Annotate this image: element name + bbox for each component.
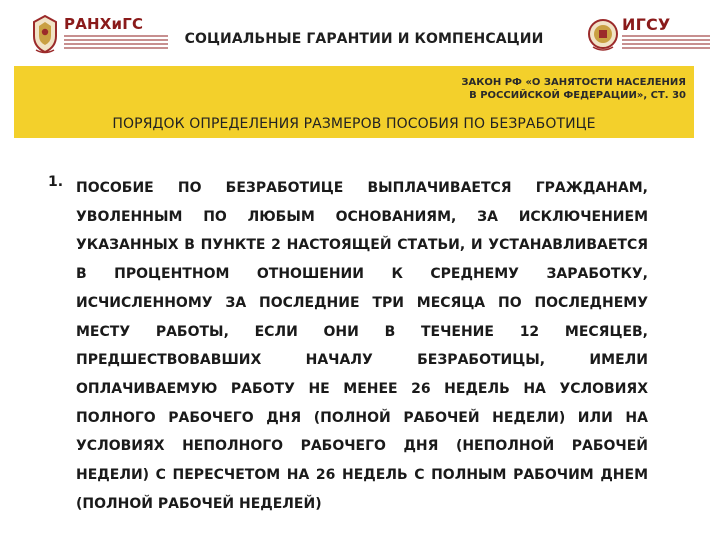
list-item-text: ПОСОБИЕ ПО БЕЗРАБОТИЦЕ ВЫПЛАЧИВАЕТСЯ ГРАЖДАНАМ, УВОЛЕННЫМ ПО ЛЮБЫМ ОСНОВАНИЯМ, ЗА ИСКЛЮЧЕНИЕМ УКАЗАННЫХ В ПУНКТЕ 2 НАСТОЯЩЕЙ СТАТЬИ, И УСТАНАВЛИВАЕТСЯ В ПРОЦЕНТНОМ ОТНОШЕНИИ К СРЕДНЕМУ ЗАРАБОТКУ, ИСЧИСЛЕННОМУ ЗА ПОСЛЕДНИЕ ТРИ МЕСЯЦА ПО ПОСЛЕДНЕМУ МЕСТУ РАБОТЫ, ЕСЛИ ОНИ В ТЕЧЕНИЕ 12 МЕСЯЦЕВ, ПРЕДШЕСТВОВАВШИХ НАЧАЛУ БЕЗРАБОТИЦЫ, ИМЕЛИ ОПЛАЧИВАЕМУЮ РАБОТУ НЕ МЕНЕЕ 26 НЕДЕЛЬ НА УСЛОВИЯХ ПОЛНОГО РАБОЧЕГО ДНЯ (ПОЛНОЙ РАБОЧЕЙ НЕДЕЛИ) ИЛИ НА УСЛОВИЯХ НЕПОЛНОГО РАБОЧЕГО ДНЯ (НЕПОЛНОЙ РАБОЧЕЙ НЕДЕЛИ) С ПЕРЕСЧЕТОМ НА 26 НЕДЕЛЬ С ПОЛНЫМ РАБОЧИМ ДНЕМ (ПОЛНОЙ РАБОЧЕЙ НЕДЕЛЕЙ) xyxy=(76,180,648,512)
ranepa-logo-caption xyxy=(64,35,168,51)
slide-header xyxy=(0,0,720,66)
ranepa-logo-name: РАНХиГС xyxy=(64,15,144,33)
law-reference-line-2: В РОССИЙСКОЙ ФЕДЕРАЦИИ», СТ. 30 xyxy=(469,90,686,101)
law-reference-line-1: ЗАКОН РФ «О ЗАНЯТОСТИ НАСЕЛЕНИЯ xyxy=(461,77,686,88)
section-title: ПОРЯДОК ОПРЕДЕЛЕНИЯ РАЗМЕРОВ ПОСОБИЯ ПО БЕЗРАБОТИЦЕ xyxy=(112,116,596,132)
igsu-emblem-icon xyxy=(588,14,618,54)
law-reference xyxy=(461,76,686,102)
title-banner xyxy=(14,66,694,138)
ranepa-logo xyxy=(30,14,200,54)
igsu-logo-name: ИГСУ xyxy=(622,15,671,34)
list-item-number: 1. xyxy=(48,174,64,190)
page-title: СОЦИАЛЬНЫЕ ГАРАНТИИ И КОМПЕНСАЦИИ xyxy=(184,31,544,47)
ranepa-emblem-icon xyxy=(30,14,60,54)
igsu-logo-caption xyxy=(622,35,710,51)
igsu-logo xyxy=(588,14,714,56)
